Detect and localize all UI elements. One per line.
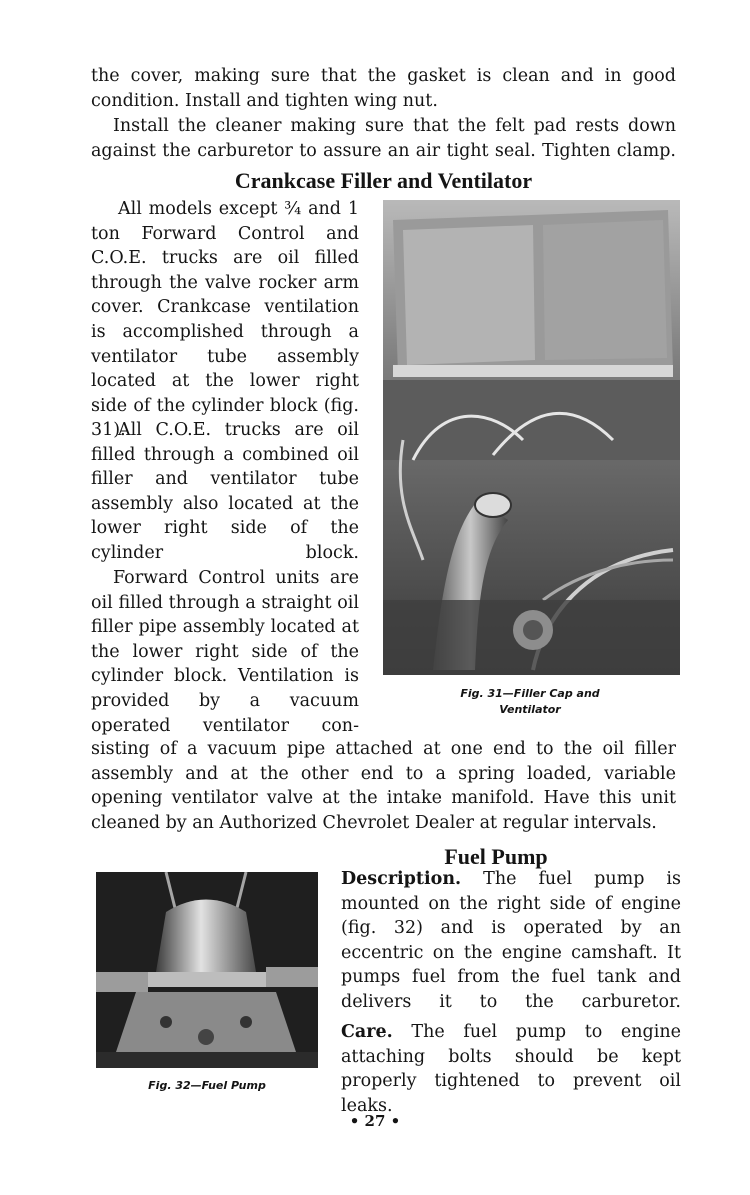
engine-filler-cap-photo [383,200,680,675]
intro-paragraph-2: Install the cleaner making sure that the felt pad rests down against the carburetor to assure an air tight seal. Tighten clamp. [91,116,676,161]
crankcase-paragraph-2: All C.O.E. trucks are oil filled through a combined oil filler and ventilator tube assembly also located at the lower right side of the cylinder block. [91,420,359,563]
crankcase-heading: Crankcase Filler and Ventilator [234,168,533,193]
figure-32-caption: Fig. 32—Fuel Pump [148,1079,266,1092]
care-label: Care. [341,1022,393,1042]
care-text: The fuel pump to engine attaching bolts should be kept properly tightened to prevent oil leaks. [341,1022,681,1116]
intro-paragraph-1: the cover, making sure that the gasket is clean and in good condition. Install and tighten wing nut. [91,66,676,111]
fuel-pump-illustration [96,872,318,1068]
crankcase-paragraph-3-wide: sisting of a vacuum pipe attached at one end to the oil filler assembly and at the other end to a spring loaded, variable opening ventilator valve at the intake manifold. Have this unit cleaned by an Authorized Chevrolet Dealer at regular intervals. [91,739,676,833]
crankcase-paragraph-1: All models except ¾ and 1 ton Forward Control and C.O.E. trucks are oil filled through the valve rocker arm cover. Crankcase ventilation is accomplished through a ventilator tube assembly located at the lower right side of the cylinder block (fig. 31). [91,199,359,441]
fuel-pump-care [341,1020,681,1118]
description-text: The fuel pump is mounted on the right side of engine (fig. 32) and is operated by an eccentric on the engine camshaft. It pumps fuel from the fuel tank and delivers it to the carburetor. [341,869,681,1012]
engine-photo-illustration [383,200,680,675]
description-label: Description. [341,869,462,889]
crankcase-paragraph-3-narrow: Forward Control units are oil filled through a straight oil filler pipe assembly located at the lower right side of the cylinder block. Ventilation is provided by a vacuum operated ventilator con- [91,568,359,736]
figure-31-caption: Fig. 31—Filler Cap and Ventilator [460,687,600,716]
fuel-pump-description [341,867,681,1015]
page-number: • 27 • [349,1112,401,1130]
fuel-pump-heading: Fuel Pump [444,844,548,869]
fuel-pump-photo [96,872,318,1068]
